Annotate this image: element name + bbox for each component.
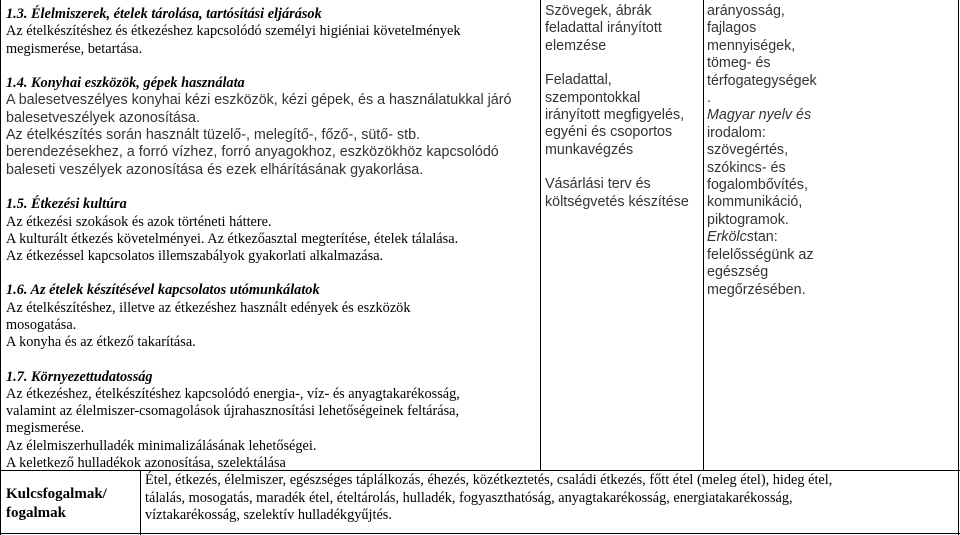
connection-ethics: megőrzésében. xyxy=(707,281,806,298)
connection-math: fajlagos xyxy=(707,20,757,37)
keywords-label-line: fogalmak xyxy=(6,505,66,521)
table-vline-keywords xyxy=(140,470,141,535)
connection-literature: szókincs- és xyxy=(707,159,786,176)
section-1-6-title: 1.6. Az ételek készítésével kapcsolatos utómunkálatok xyxy=(6,282,320,299)
activity-1: Szövegek, ábrák xyxy=(545,3,652,19)
activity-1: elemzése xyxy=(545,37,607,54)
keywords-label-line: Kulcsfogalmak/ xyxy=(6,486,107,502)
section-1-7-text: megismerése. xyxy=(6,420,85,437)
connection-math: tömeg- és xyxy=(707,55,771,72)
connection-ethics: felelősségünk az xyxy=(707,246,814,263)
section-1-6-text: Az ételkészítéshez, illetve az étkezéshez használt edények és eszközök xyxy=(6,299,411,316)
section-1-4-title: 1.4. Konyhai eszközök, gépek használata xyxy=(6,74,245,91)
table-vline-left xyxy=(0,0,1,535)
section-1-6-text: mosogatása. xyxy=(6,317,77,333)
section-1-7-text: Az élelmiszerhulladék minimalizálásának lehetőségei. xyxy=(6,437,317,454)
keywords-text xyxy=(145,472,957,525)
table-hline-bottom xyxy=(0,533,960,534)
section-1-3-title: 1.3. Élelmiszerek, ételek tárolása, tartósítási eljárások xyxy=(6,6,322,22)
connection-ethics xyxy=(707,229,957,246)
section-1-4-text: A balesetveszélyes konyhai kézi eszközök, kézi gépek, és a használatukkal járó xyxy=(6,92,512,109)
section-1-3-text: Az ételkészítéshez és étkezéshez kapcsolódó személyi higiéniai követelmények xyxy=(6,23,461,40)
keywords-line: víztakarékosság, szelektív hulladékgyűjtés. xyxy=(145,507,392,523)
connection-literature: fogalombővítés, xyxy=(707,177,808,194)
connection-literature: piktogramok. xyxy=(707,211,789,228)
activity-2: Feladattal, xyxy=(545,72,612,89)
section-1-4-text: berendezésekhez, a forró vízhez, forró anyagokhoz, eszközökhöz kapcsolódó xyxy=(6,144,499,161)
activity-2: irányított megfigyelés, xyxy=(545,107,685,124)
table-vline-content-activity xyxy=(540,0,541,470)
section-1-4-text: Az ételkészítés során használt tüzelő-, melegítő-, főző-, sütő- stb. xyxy=(6,127,421,143)
keywords-label xyxy=(6,485,136,523)
section-1-5-text: Az étkezéssel kapcsolatos illemszabályok gyakorlati alkalmazása. xyxy=(6,248,384,265)
activity-3: Vásárlási terv és xyxy=(545,176,651,193)
keywords-line: Étel, étkezés, élelmiszer, egészséges táplálkozás, éhezés, közétkeztetés, családi étkezés, főtt étel (meleg étel), hideg étel, xyxy=(145,472,833,488)
section-1-7-title: 1.7. Környezettudatosság xyxy=(6,368,153,385)
table-vline-right xyxy=(958,0,959,535)
activity-2: egyéni és csoportos xyxy=(545,124,673,141)
section-1-5-text: Az étkezési szokások és azok történeti háttere. xyxy=(6,213,272,230)
connection-literature: szövegértés, xyxy=(707,142,789,159)
connection-math: arányosság, xyxy=(707,3,785,19)
section-1-5-text: A kulturált étkezés követelményei. Az étkezőasztal megterítése, ételek tálalása. xyxy=(6,230,459,247)
connection-ethics-subject: Erkölcs xyxy=(707,229,754,246)
connection-math: mennyiségek, xyxy=(707,37,796,54)
connection-literature-subject: Magyar nyelv és xyxy=(707,107,812,124)
section-1-7-text: A keletkező hulladékok azonosítása, szelektálása xyxy=(6,455,286,472)
connection-ethics-suffix: tan: xyxy=(753,229,778,246)
content-column xyxy=(6,6,538,472)
section-1-7-text: Az étkezéshez, ételkészítéshez kapcsolódó energia-, víz- és anyagtakarékosság, xyxy=(6,385,460,402)
activity-2: munkavégzés xyxy=(545,141,634,158)
section-1-4-text: baleseti veszélyek azonosítása és ezek elhárításának gyakorlása. xyxy=(6,161,424,178)
table-vline-activity-connection xyxy=(703,0,704,470)
activity-2: szempontokkal xyxy=(545,89,641,106)
activities-column xyxy=(545,3,701,211)
keywords-line: tálalás, mosogatás, maradék étel, ételtárolás, hulladék, fogyaszthatóság, anyagtakarékosság, energiatakarékosság, xyxy=(145,489,793,506)
section-1-4-text: balesetveszélyek azonosítása. xyxy=(6,109,200,126)
section-1-3-text: megismerése, betartása. xyxy=(6,40,143,57)
section-1-5-title: 1.5. Étkezési kultúra xyxy=(6,196,127,213)
connection-literature: irodalom: xyxy=(707,124,766,141)
connection-math: térfogategységek xyxy=(707,72,817,89)
connection-ethics: egészség xyxy=(707,264,769,281)
connection-math: . xyxy=(707,90,711,107)
section-1-6-text: A konyha és az étkező takarítása. xyxy=(6,334,196,351)
connections-column xyxy=(707,3,957,299)
connection-literature: kommunikáció, xyxy=(707,194,803,211)
section-1-7-text: valamint az élelmiszer-csomagolások újrahasznosítási lehetőségeinek feltárása, xyxy=(6,403,460,420)
activity-3: költségvetés készítése xyxy=(545,193,689,210)
activity-1: feladattal irányított xyxy=(545,20,662,37)
